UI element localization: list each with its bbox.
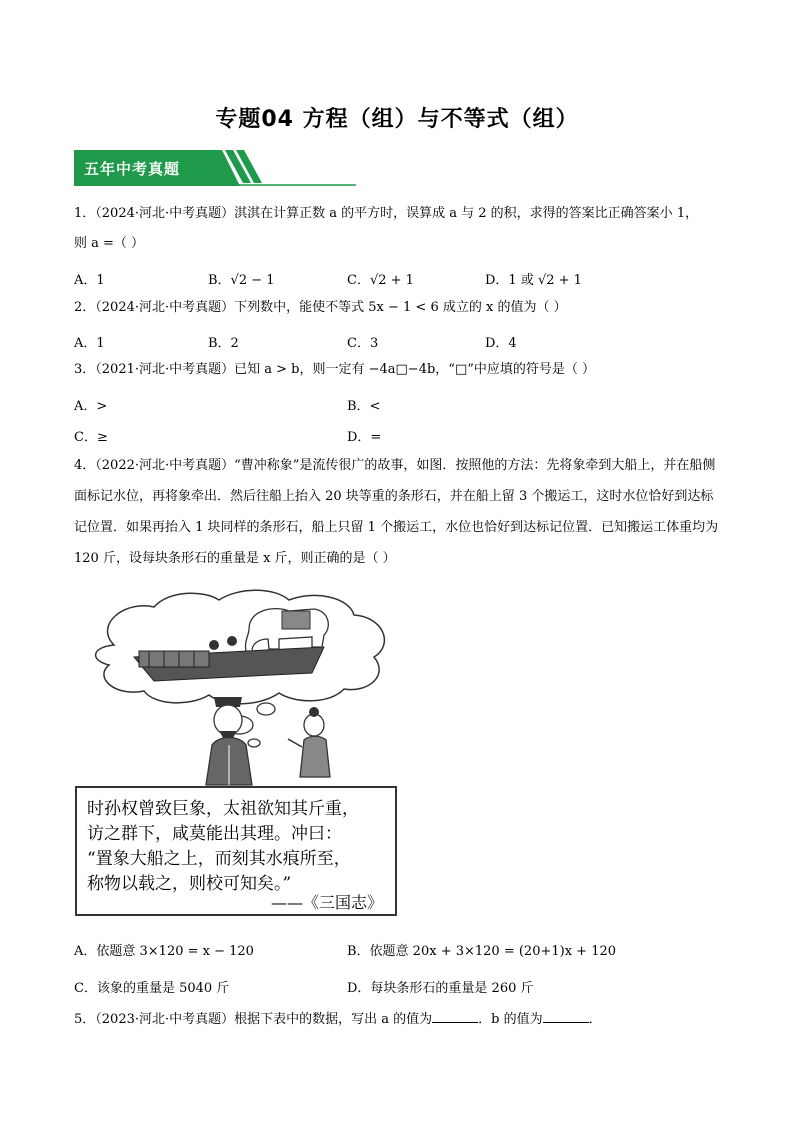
q1-option-c: C．√2 + 1: [347, 273, 414, 288]
q2-option-d: D．4: [485, 336, 517, 351]
q3-option-d: D．=: [347, 430, 382, 445]
q4-option-a: A．依题意 3×120 = x − 120: [74, 944, 254, 959]
child-figure: [288, 707, 330, 777]
q2-line1: 2．（2024·河北·中考真题）下列数中，能使不等式 5x − 1 < 6 成立的 x 的值为（ ）: [74, 300, 567, 315]
q5-mid: ．b 的值为: [478, 1012, 543, 1027]
quote-line-4: 称物以载之，则校可知矣。”: [87, 874, 292, 894]
q1-line2: 则 a =（ ）: [74, 236, 145, 251]
q5-blank-b[interactable]: [543, 1010, 589, 1023]
q3-option-b: B．<: [347, 399, 381, 414]
quote-line-3: “置象大船之上，而刻其水痕所至，: [87, 849, 351, 869]
q3-option-c: C．≥: [74, 430, 108, 445]
q4-option-d: D．每块条形石的重量是 260 斤: [347, 981, 534, 996]
q5-suffix: ．: [588, 1012, 602, 1027]
page-title: 专题04 方程（组）与不等式（组）: [215, 107, 579, 132]
quote-source: ——《三国志》: [270, 893, 383, 912]
q5-blank-a[interactable]: [432, 1010, 478, 1023]
q4-option-b: B．依题意 20x + 3×120 = (20+1)x + 120: [347, 944, 617, 959]
q4-text: 4．（2022·河北·中考真题）“曹冲称象”是流传很广的故事，如图．按照他的方法：先将象牵到大船上，并在船侧面标记水位，再将象牵出．然后往船上抬入 20 块等重的条形石，并在船上留 3 个搬运工，这时水位恰好到达标记位置．如果再抬入 1 块同样的条形石，船上只留 1 个搬运工，水位也恰好到达标记位置．已知搬运工体重均为 120 斤，设每块条形石的重量是 x 斤，则正确的是（ ）: [74, 458, 719, 566]
q4-option-c: C．该象的重量是 5040 斤: [74, 981, 230, 996]
q2-option-c: C．3: [347, 336, 379, 351]
q1-option-d: D．1 或 √2 + 1: [485, 273, 582, 288]
banner-label: 五年中考真题: [84, 160, 181, 178]
quote-line-1: 时孙权曾致巨象，太祖欲知其斤重，: [87, 799, 359, 819]
quote-line-2: 访之群下，咸莫能出其理。冲曰：: [87, 824, 342, 844]
q1-option-a: A．1: [74, 273, 105, 288]
q3-option-a: A．>: [74, 399, 108, 414]
q1-option-b: B．√2 − 1: [208, 273, 275, 288]
q1-line1: 1．（2024·河北·中考真题）淇淇在计算正数 a 的平方时，误算成 a 与 2 的积，求得的答案比正确答案小 1，: [74, 206, 699, 221]
adult-figure: [206, 697, 252, 785]
section-banner: [74, 150, 356, 186]
q3-line1: 3．（2021·河北·中考真题）已知 a > b，则一定有 −4a□−4b，“□”中应填的符号是（ ）: [74, 362, 596, 377]
quote-box: [75, 786, 397, 916]
q2-option-b: B．2: [208, 336, 239, 351]
q5-prefix: 5．（2023·河北·中考真题）根据下表中的数据，写出 a 的值为: [74, 1012, 433, 1027]
q5-line: [74, 1010, 602, 1027]
q2-option-a: A．1: [74, 336, 105, 351]
thought-cloud: [96, 590, 385, 704]
